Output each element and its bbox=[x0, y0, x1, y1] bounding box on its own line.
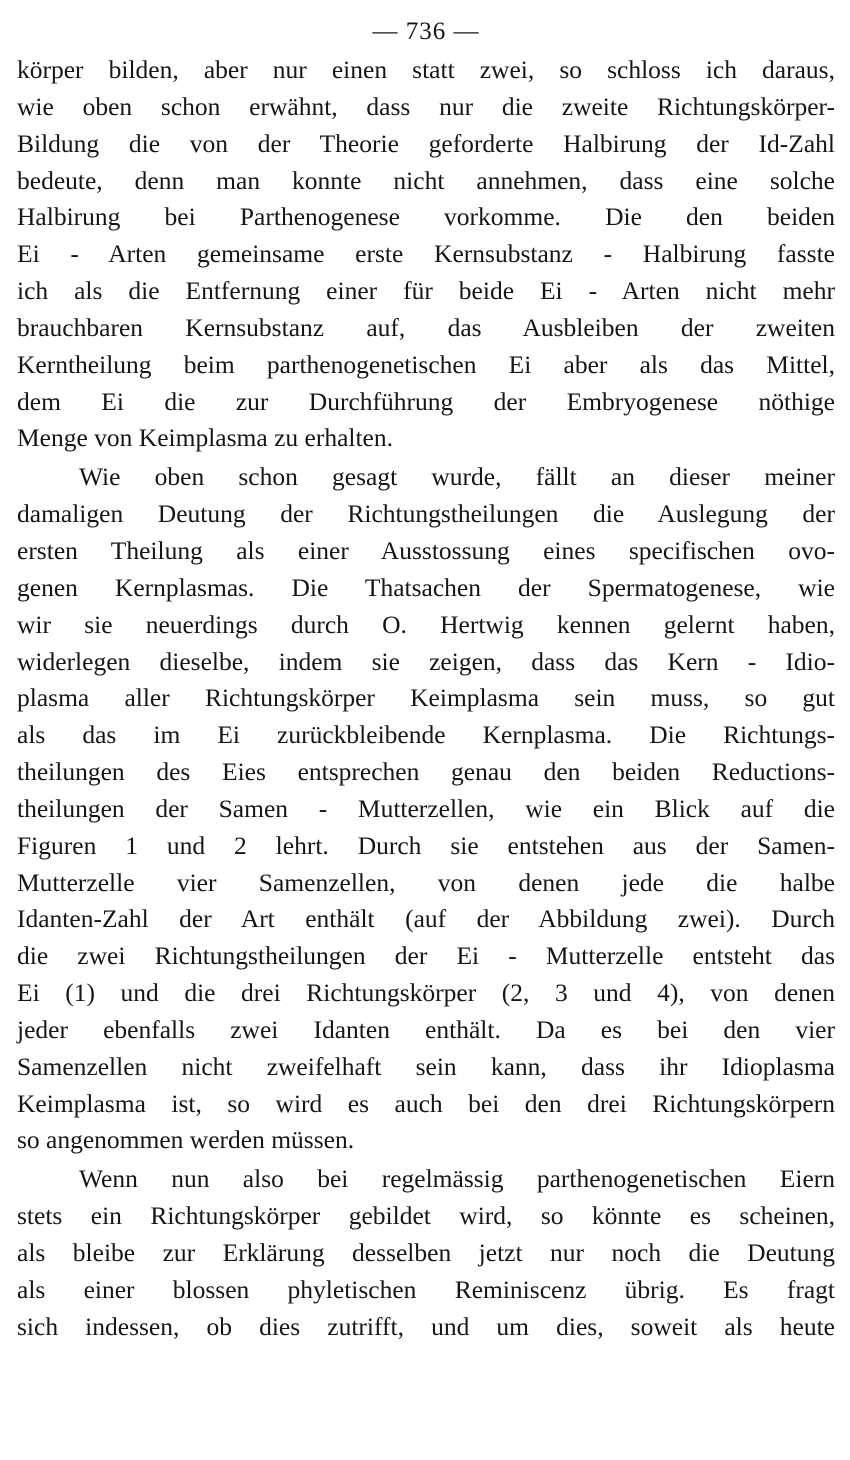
text-line: Idanten-Zahl der Art enthält (auf der Abbildung zwei). Durch bbox=[17, 904, 835, 934]
text-line: wie oben schon erwähnt, dass nur die zweite Richtungskörper- bbox=[17, 91, 835, 121]
text-line: theilungen der Samen - Mutterzellen, wie ein Blick auf die bbox=[17, 793, 835, 823]
text-line: Kerntheilung beim parthenogenetischen Ei aber als das Mittel, bbox=[17, 349, 835, 379]
text-line: brauchbaren Kernsubstanz auf, das Ausbleiben der zweiten bbox=[17, 312, 835, 342]
text-line: die zwei Richtungstheilungen der Ei - Mutterzelle entsteht das bbox=[17, 941, 835, 971]
text-line: ersten Theilung als einer Ausstossung eines specifischen ovo- bbox=[17, 535, 835, 565]
text-line: dem Ei die zur Durchführung der Embryogenese nöthige bbox=[17, 386, 835, 416]
text-line: Wenn nun also bei regelmässig parthenogenetischen Eiern bbox=[79, 1164, 835, 1194]
text-line: Ei - Arten gemeinsame erste Kernsubstanz - Halbirung fasste bbox=[17, 239, 835, 269]
text-line: Samenzellen nicht zweifelhaft sein kann, dass ihr Idioplasma bbox=[17, 1051, 835, 1081]
text-line: so angenommen werden müssen. bbox=[17, 1125, 355, 1155]
text-line: damaligen Deutung der Richtungstheilungen die Auslegung der bbox=[17, 499, 835, 529]
text-line: als einer blossen phyletischen Reminiscenz übrig. Es fragt bbox=[17, 1274, 835, 1304]
text-line: ich als die Entfernung einer für beide Ei - Arten nicht mehr bbox=[17, 276, 835, 306]
text-line: wir sie neuerdings durch O. Hertwig kennen gelernt haben, bbox=[17, 609, 835, 639]
page-number: — 736 — bbox=[372, 18, 480, 45]
text-line: theilungen des Eies entsprechen genau den beiden Reductions- bbox=[17, 757, 835, 787]
text-line: körper bilden, aber nur einen statt zwei, so schloss ich daraus, bbox=[17, 55, 835, 84]
text-line: genen Kernplasmas. Die Thatsachen der Spermatogenese, wie bbox=[17, 572, 835, 602]
text-line: stets ein Richtungskörper gebildet wird, so könnte es scheinen, bbox=[17, 1201, 835, 1231]
paragraph-1 bbox=[17, 52, 835, 457]
book-page bbox=[17, 12, 835, 1346]
text-line: Bildung die von der Theorie geforderte Halbirung der Id-Zahl bbox=[17, 128, 835, 158]
text-line: bedeute, denn man konnte nicht annehmen, dass eine solche bbox=[17, 165, 835, 195]
text-line: als das im Ei zurückbleibende Kernplasma. Die Richtungs- bbox=[17, 720, 835, 750]
text-line: als bleibe zur Erklärung desselben jetzt nur noch die Deutung bbox=[17, 1238, 835, 1267]
text-line: sich indessen, ob dies zutrifft, und um dies, soweit als heute bbox=[17, 1311, 835, 1341]
text-line: Ei (1) und die drei Richtungskörper (2, 3 und 4), von denen bbox=[17, 978, 835, 1008]
text-line: widerlegen dieselbe, indem sie zeigen, dass das Kern - Idio- bbox=[17, 646, 835, 676]
text-line: plasma aller Richtungskörper Keimplasma sein muss, so gut bbox=[17, 683, 835, 713]
text-line: jeder ebenfalls zwei Idanten enthält. Da es bei den vier bbox=[17, 1014, 835, 1044]
text-line: Halbirung bei Parthenogenese vorkomme. Die den beiden bbox=[17, 202, 835, 232]
text-line: Mutterzelle vier Samenzellen, von denen jede die halbe bbox=[17, 867, 835, 897]
text-line: Wie oben schon gesagt wurde, fällt an dieser meiner bbox=[79, 462, 835, 492]
paragraph-3 bbox=[17, 1161, 835, 1345]
text-line: Figuren 1 und 2 lehrt. Durch sie entstehen aus der Samen- bbox=[17, 830, 835, 860]
text-line: Menge von Keimplasma zu erhalten. bbox=[17, 423, 394, 453]
paragraph-2 bbox=[17, 459, 835, 1159]
text-line: Keimplasma ist, so wird es auch bei den drei Richtungskörpern bbox=[17, 1088, 835, 1118]
